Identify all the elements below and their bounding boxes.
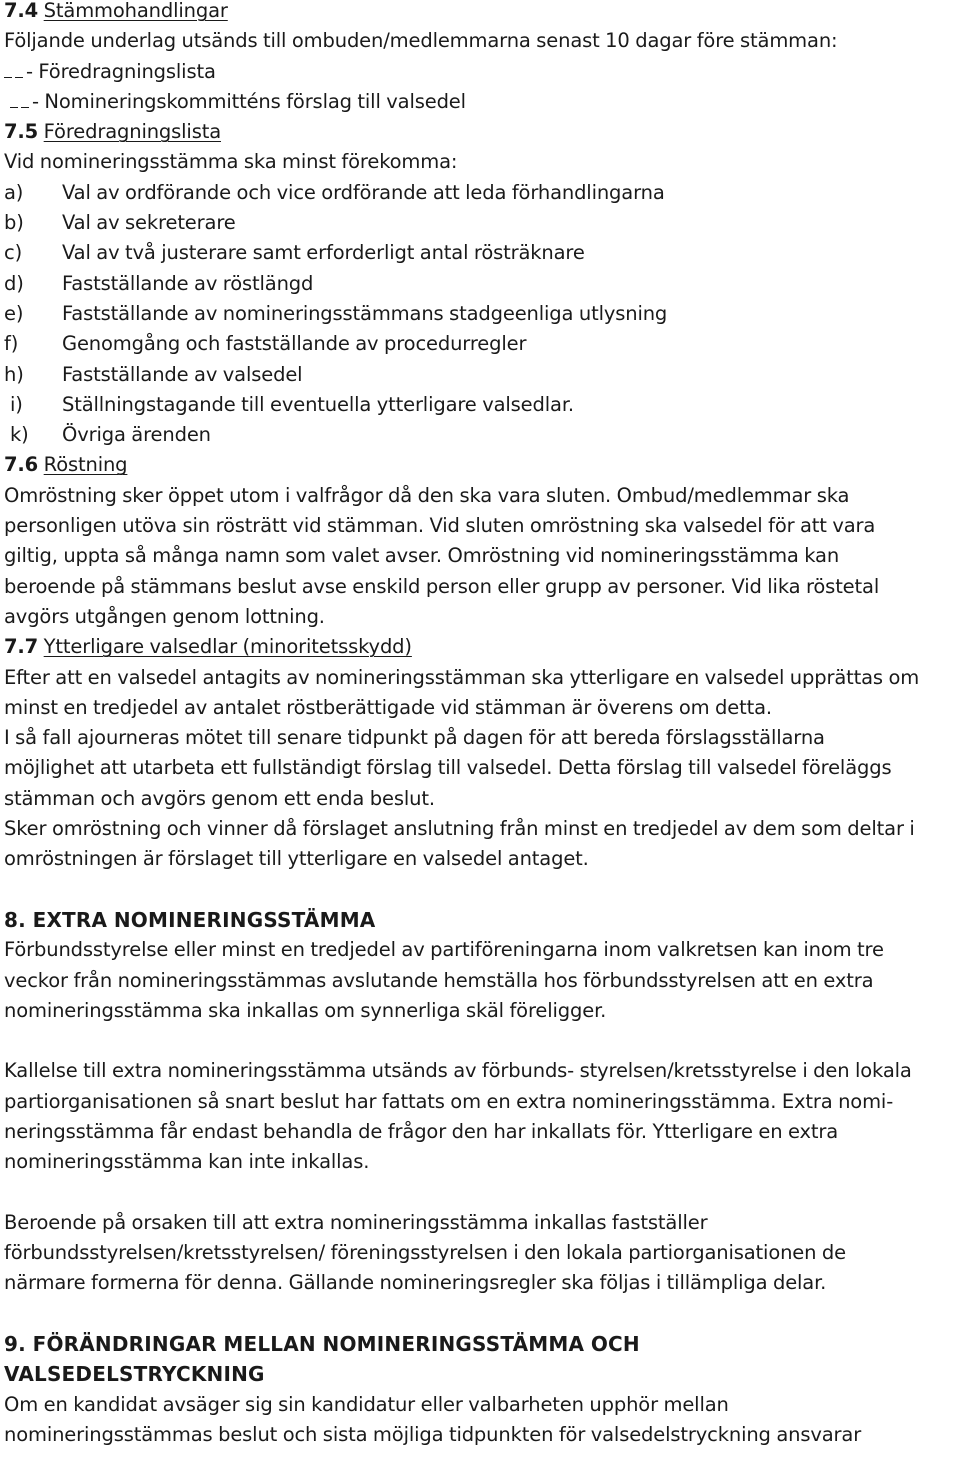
- section-number: 7.7: [4, 635, 39, 659]
- item-text: - Nomineringskommitténs förslag till valsedel: [32, 89, 466, 113]
- blank-field: [10, 91, 18, 108]
- paragraph-line: Omröstning sker öppet utom i valfrågor då den ska vara sluten. Ombud/medlemmar ska: [4, 483, 850, 507]
- item-text: Övriga ärenden: [62, 423, 211, 447]
- section-7-5-heading: [4, 117, 956, 147]
- item-letter: d): [4, 271, 24, 295]
- paragraph-line: förbundsstyrelsen/kretsstyrelsen/ föreningsstyrelsen i den lokala partiorganisationen de: [4, 1241, 846, 1265]
- agenda-item: [4, 329, 956, 359]
- paragraph-line: möjlighet att utarbeta ett fullständigt förslag till valsedel. Detta förslag till valsedel föreläggs: [4, 756, 892, 780]
- item-text: Fastställande av röstlängd: [62, 271, 314, 295]
- item-text: Val av sekreterare: [62, 211, 236, 235]
- document-list-item: [4, 87, 956, 117]
- item-letter: h): [4, 362, 24, 386]
- paragraph-line: avgörs utgången genom lottning.: [4, 604, 325, 628]
- agenda-item: [4, 390, 956, 420]
- section-9-heading-cont: VALSEDELSTRYCKNING: [4, 1362, 265, 1387]
- paragraph-line: giltig, uppta så många namn som valet avser. Omröstning vid nomineringsstämma kan: [4, 544, 840, 568]
- paragraph-line: Förbundsstyrelse eller minst en tredjedel av partiföreningarna inom valkretsen kan inom tre: [4, 938, 884, 962]
- paragraph-line: Beroende på orsaken till att extra nomineringsstämma inkallas fastställer: [4, 1210, 708, 1234]
- agenda-item: [4, 178, 956, 208]
- paragraph-line: beroende på stämmans beslut avse enskild person eller grupp av personer. Vid lika röstetal: [4, 574, 880, 598]
- item-text: Ställningstagande till eventuella ytterligare valsedlar.: [62, 392, 574, 416]
- agenda-item: [4, 269, 956, 299]
- section-7-7-heading: [4, 632, 956, 662]
- paragraph-line: nomineringsstämmas beslut och sista möjliga tidpunkten för valsedelstryckning ansvarar: [4, 1422, 862, 1446]
- item-text: Val av två justerare samt erforderligt antal rösträknare: [62, 241, 585, 265]
- paragraph-line: Sker omröstning och vinner då förslaget anslutning från minst en tredjedel av dem som deltar i: [4, 817, 915, 841]
- paragraph-line: stämman och avgörs genom ett enda beslut.: [4, 786, 435, 810]
- paragraph-line: Om en kandidat avsäger sig sin kandidatur eller valbarheten upphör mellan: [4, 1392, 729, 1416]
- section-number: 7.5: [4, 120, 39, 144]
- section-9-heading: 9. FÖRÄNDRINGAR MELLAN NOMINERINGSSTÄMMA OCH: [4, 1332, 640, 1357]
- paragraph-line: partiorganisationen så snart beslut har fattats om en extra nomineringsstämma. Extra nomi-: [4, 1089, 894, 1113]
- section-7-5-intro: Vid nomineringsstämma ska minst förekomma:: [4, 150, 458, 174]
- agenda-item: [4, 238, 956, 268]
- agenda-item: [4, 299, 956, 329]
- section-title: Stämmohandlingar: [43, 0, 228, 22]
- section-8-heading: 8. EXTRA NOMINERINGSSTÄMMA: [4, 907, 376, 932]
- item-text: Val av ordförande och vice ordförande att leda förhandlingarna: [62, 180, 665, 204]
- item-text: Genomgång och fastställande av procedurregler: [62, 332, 527, 356]
- paragraph-line: nomineringsstämma kan inte inkallas.: [4, 1150, 370, 1174]
- item-text: - Föredragningslista: [26, 59, 216, 83]
- document-list-item: [4, 57, 956, 87]
- item-text: Fastställande av valsedel: [62, 362, 303, 386]
- paragraph-line: omröstningen är förslaget till ytterligare en valsedel antaget.: [4, 847, 589, 871]
- item-letter: c): [4, 241, 23, 265]
- paragraph-line: närmare formerna för denna. Gällande nomineringsregler ska följas i tillämpliga delar.: [4, 1271, 827, 1295]
- blank-field: [4, 61, 12, 78]
- item-letter: a): [4, 180, 24, 204]
- item-letter: e): [4, 301, 24, 325]
- section-7-4-intro: Följande underlag utsänds till ombuden/medlemmarna senast 10 dagar före stämman:: [4, 29, 838, 53]
- section-number: 7.6: [4, 453, 39, 477]
- paragraph-line: I så fall ajourneras mötet till senare tidpunkt på dagen för att bereda förslagsställarna: [4, 726, 825, 750]
- document-page: [4, 0, 956, 1450]
- item-letter: b): [4, 211, 24, 235]
- item-text: Fastställande av nomineringsstämmans stadgeenliga utlysning: [62, 301, 668, 325]
- section-title: Föredragningslista: [43, 120, 221, 144]
- blank-field: [21, 91, 29, 108]
- section-title: Röstning: [43, 453, 128, 477]
- section-number: 7.4: [4, 0, 39, 22]
- item-letter: f): [4, 332, 19, 356]
- section-title: Ytterligare valsedlar (minoritetsskydd): [43, 635, 412, 659]
- section-7-4-heading: [4, 0, 956, 26]
- paragraph-line: neringsstämma får endast behandla de frågor den har inkallats för. Ytterligare en extra: [4, 1119, 839, 1143]
- agenda-item: [4, 420, 956, 450]
- paragraph-line: personligen utöva sin rösträtt vid stämman. Vid sluten omröstning ska valsedel för att vara: [4, 514, 876, 538]
- item-letter: k): [10, 423, 29, 447]
- agenda-item: [4, 360, 956, 390]
- paragraph-line: minst en tredjedel av antalet röstberättigade vid stämman är överens om detta.: [4, 695, 772, 719]
- paragraph-line: veckor från nomineringsstämmas avslutande hemställa hos förbundsstyrelsen att en extra: [4, 968, 874, 992]
- paragraph-line: Kallelse till extra nomineringsstämma utsänds av förbunds- styrelsen/kretsstyrelse i den lokala: [4, 1059, 912, 1083]
- paragraph-line: nomineringsstämma ska inkallas om synnerliga skäl föreligger.: [4, 998, 607, 1022]
- paragraph-line: Efter att en valsedel antagits av nomineringsstämman ska ytterligare en valsedel upprättas om: [4, 665, 920, 689]
- section-7-6-heading: [4, 450, 956, 480]
- agenda-item: [4, 208, 956, 238]
- blank-field: [15, 61, 23, 78]
- item-letter: i): [10, 392, 23, 416]
